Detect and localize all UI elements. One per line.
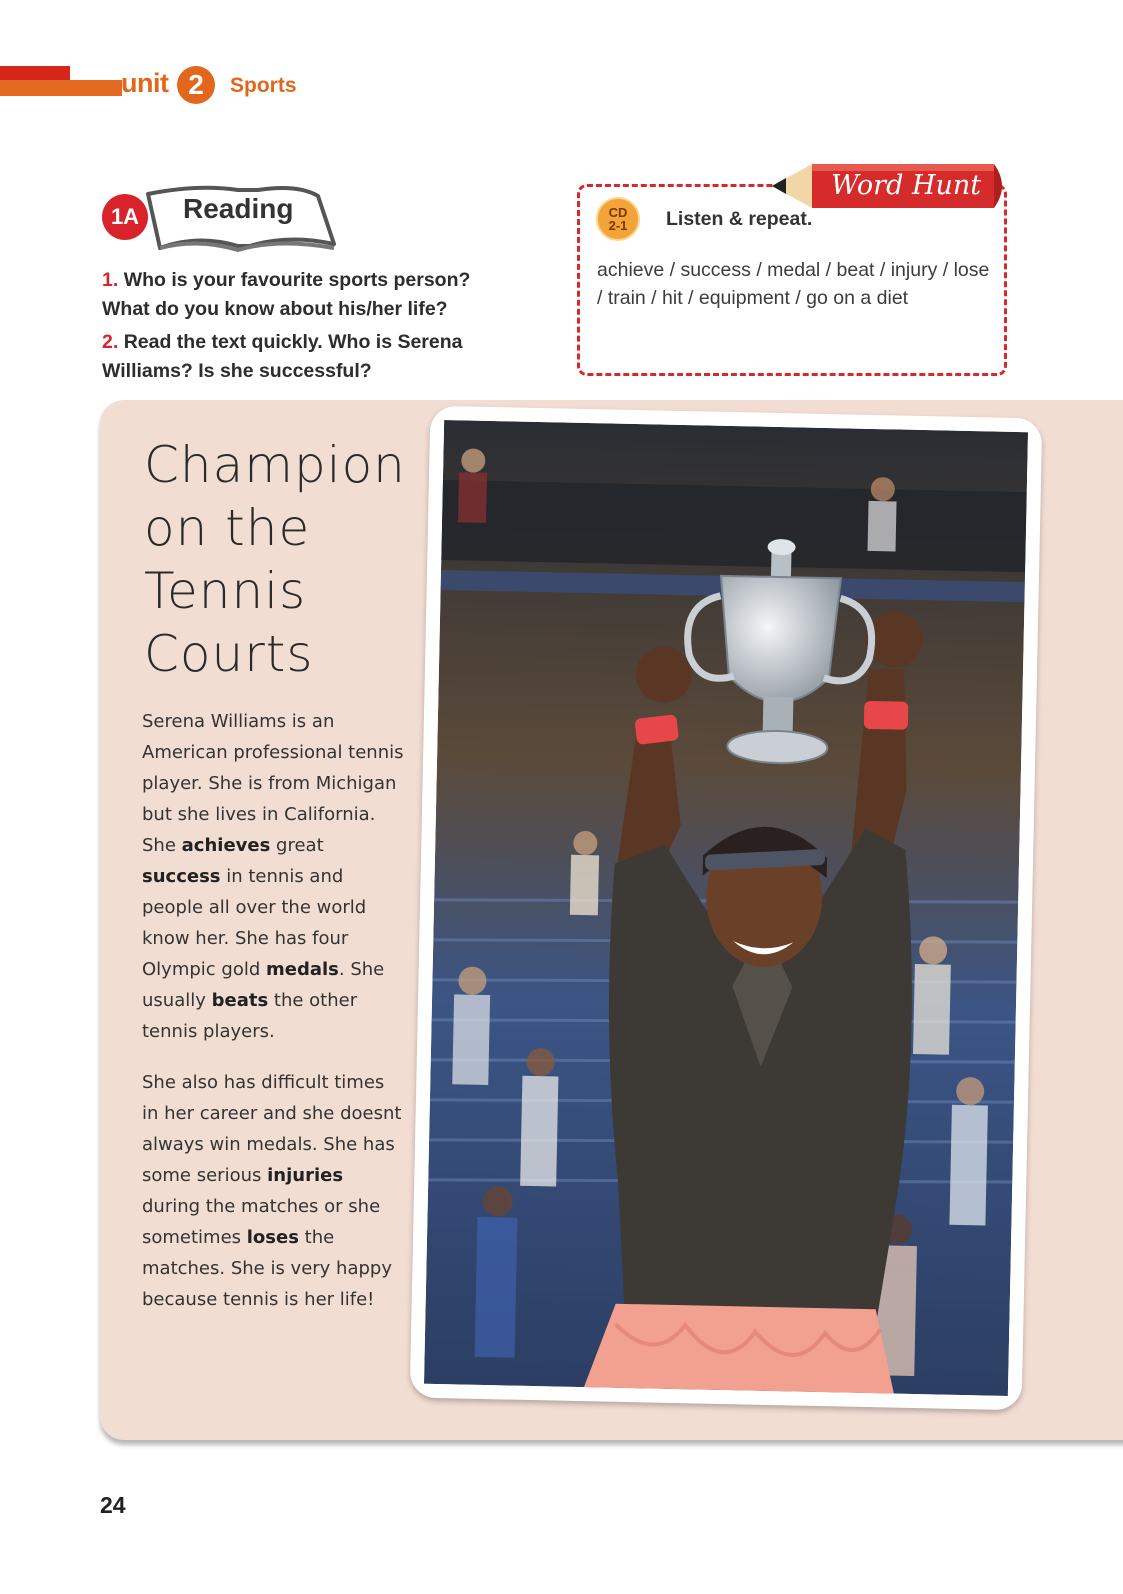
unit-number-badge: 2 [177,66,215,104]
page-number: 24 [100,1492,126,1518]
article-body [142,706,404,1335]
unit-title: Sports [230,74,297,97]
unit-word: unit [121,68,169,98]
cd-icon[interactable]: CD 2-1 [596,197,640,241]
reading-label: Reading [183,193,294,224]
section-badge: 1A [102,194,148,240]
article-headline: Champion on the Tennis Courts [144,436,406,683]
question-2: 2. Read the text quickly. Who is Serena Williams? Is she successful? [102,331,463,382]
pre-reading-questions [102,266,522,390]
vocabulary-list: achieve / success / medal / beat / injury / lose / train / hit / equipment / go on a diet [597,259,990,309]
serena-williams-trophy-photo [424,420,1028,1396]
photo-frame [410,406,1043,1411]
word-hunt-title: Word Hunt [831,170,982,201]
listen-instruction: Listen & repeat. [666,208,813,230]
article-paragraph-1: Serena Williams is an American professional tennis player. She is from Michigan but she lives in California. She achieves great success in tennis and people all over the world know her. She has four Olympic gold medals. She usually beats the other tennis players. [142,711,404,1042]
unit-bar [0,80,122,96]
question-1: 1. Who is your favourite sports person? What do you know about his/her life? [102,269,471,320]
article-paragraph-2: She also has difficult times in her career and she doesnt always win medals. She has some serious injuries during the matches or she sometimes loses the matches. She is very happy because tennis is her life! [142,1072,402,1310]
